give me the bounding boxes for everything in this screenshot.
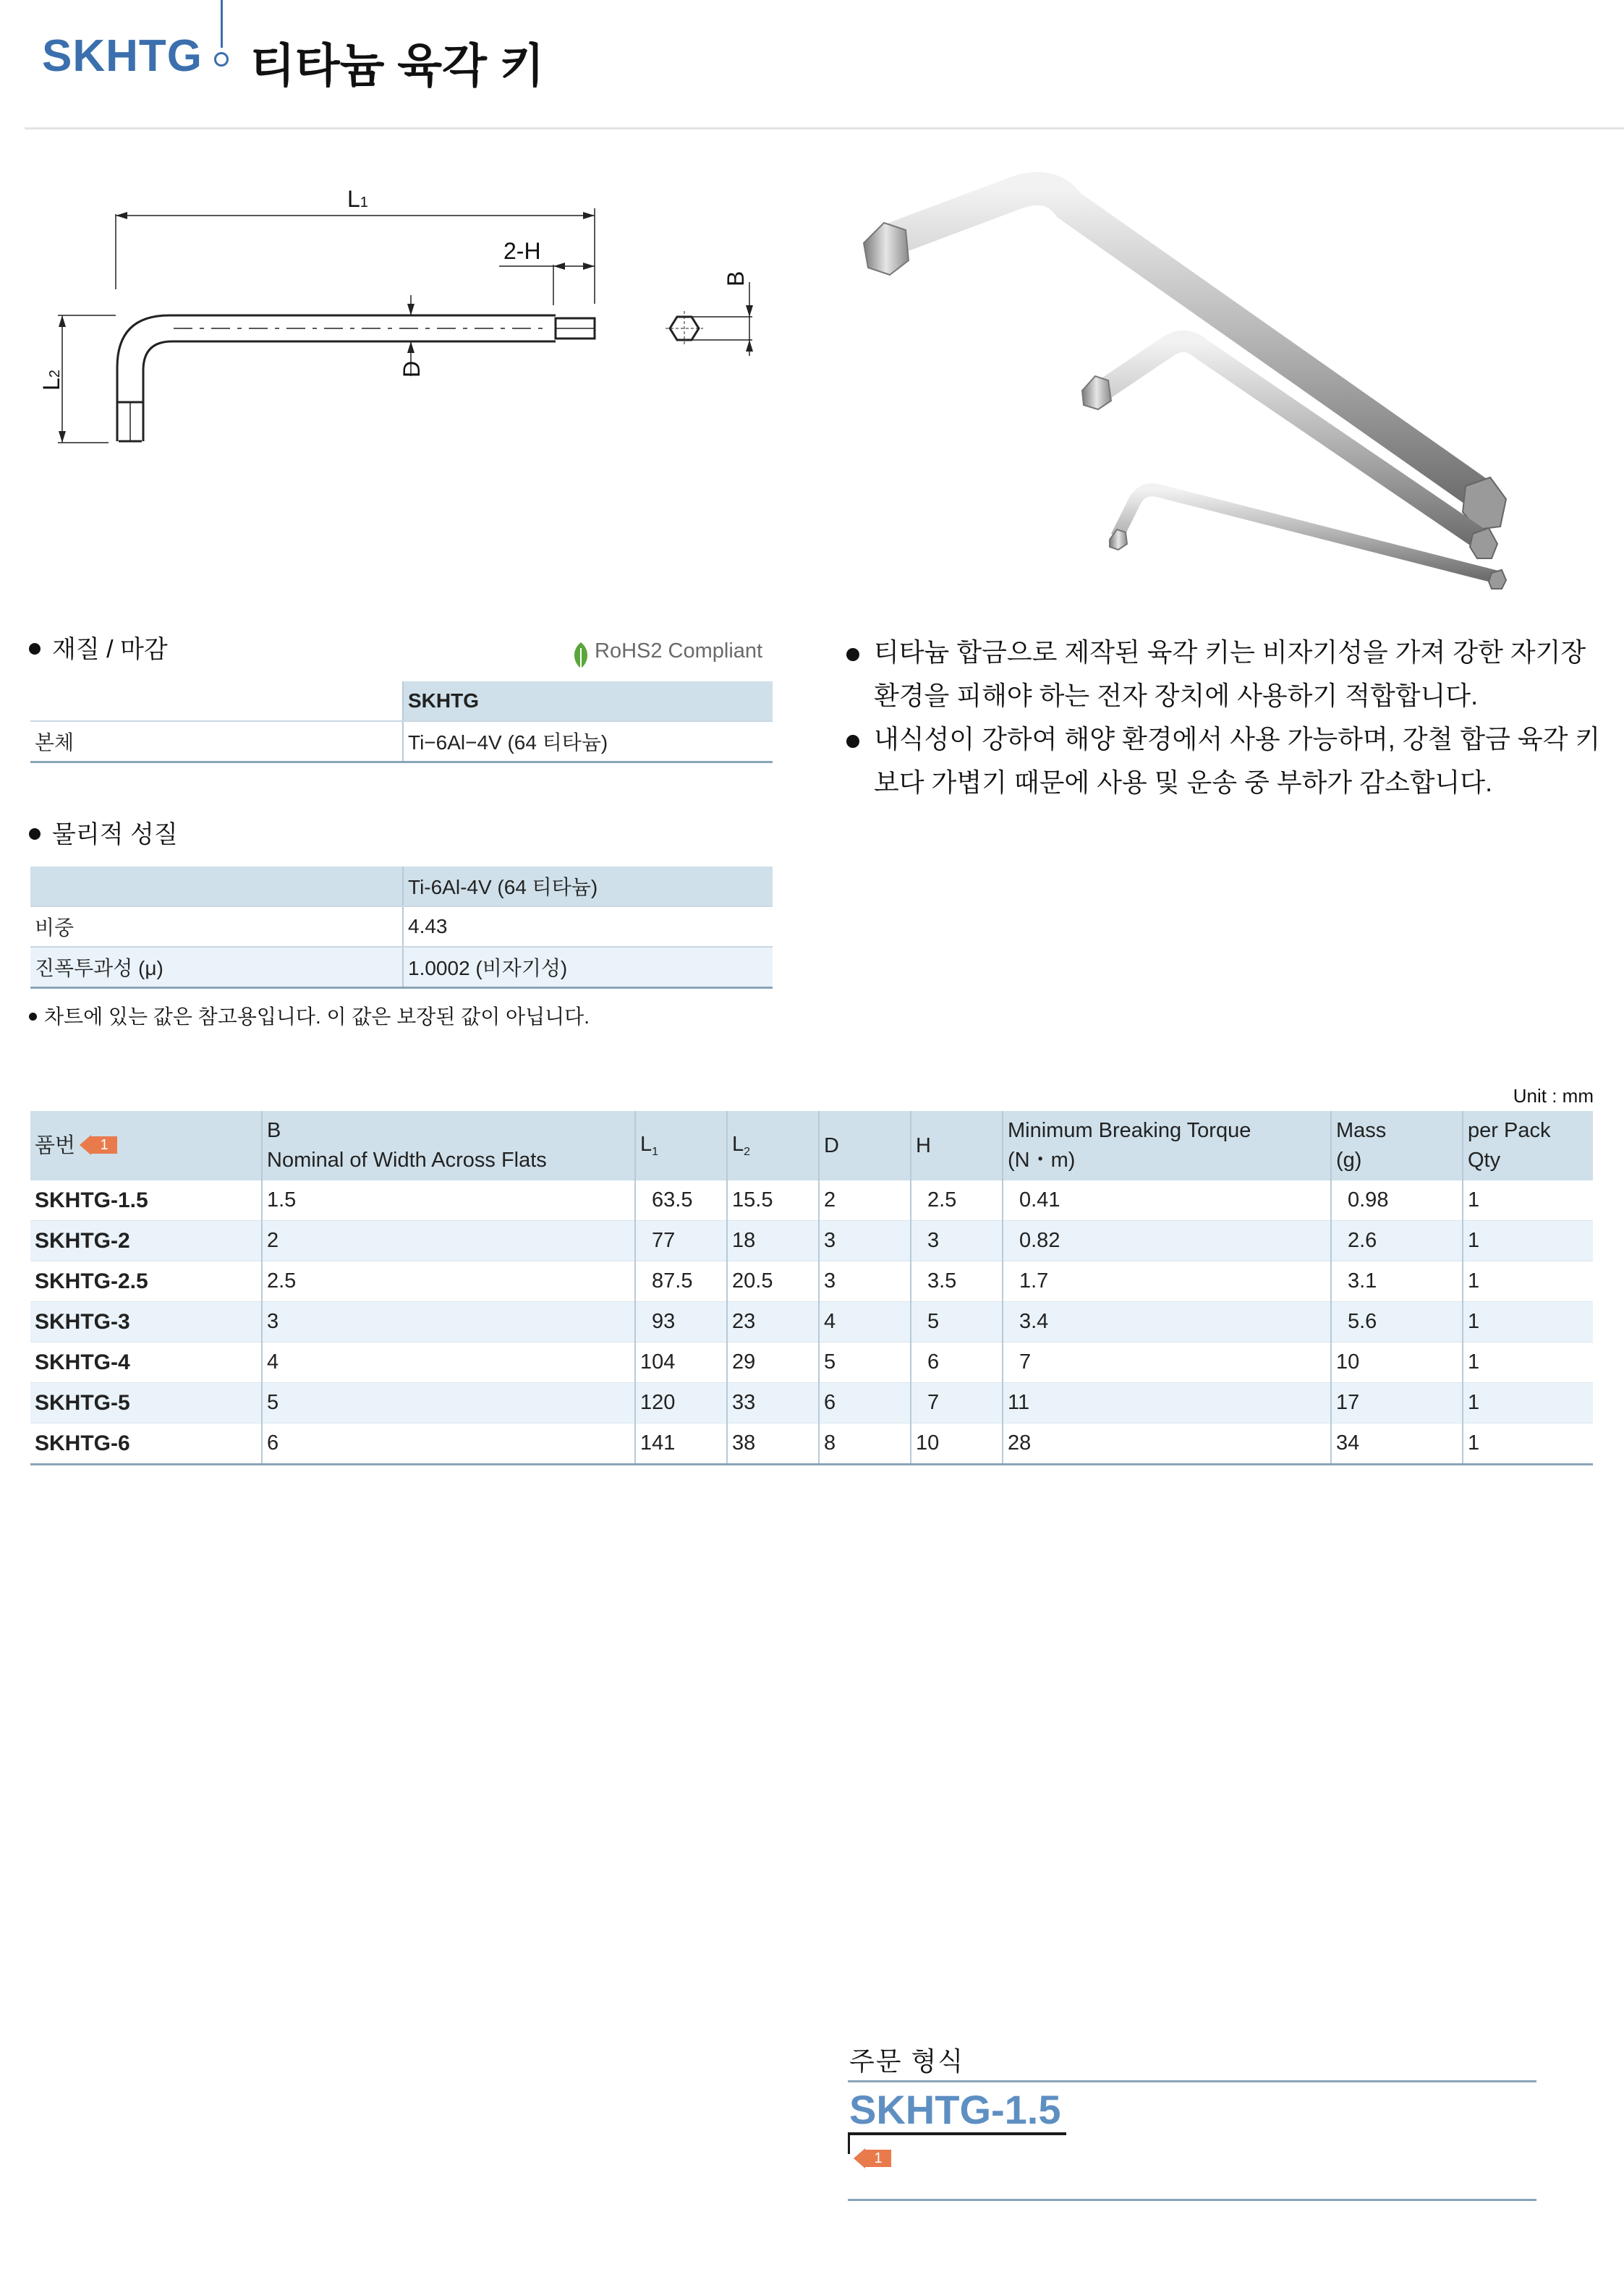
label-b: B <box>723 271 749 286</box>
order-code-tick <box>848 2134 850 2154</box>
cell-part-no: SKHTG-6 <box>30 1423 262 1465</box>
physical-heading: 물리적 성질 <box>29 814 178 850</box>
physical-table <box>30 867 773 989</box>
cell-mass: 10 <box>1331 1342 1463 1383</box>
cell-l1: 93 <box>635 1302 727 1342</box>
col-pack: per Pack Qty <box>1463 1111 1593 1180</box>
col-part-no: 품번 1 <box>30 1111 262 1180</box>
table-header-row <box>30 681 773 721</box>
label-l2: L2 <box>38 370 64 391</box>
header-cell: Ti-6Al-4V (64 티타늄) <box>403 867 773 906</box>
header-dot <box>214 52 229 67</box>
cell-b: 5 <box>262 1383 635 1423</box>
cell-h: 7 <box>911 1383 1003 1423</box>
col-torque: Minimum Breaking Torque (N・m) <box>1003 1111 1331 1180</box>
cell-qty: 1 <box>1463 1383 1593 1423</box>
row-label: 진폭투과성 (μ) <box>30 947 403 988</box>
table-row <box>30 906 773 947</box>
label-2h: 2-H <box>503 238 541 264</box>
cell-d: 3 <box>819 1221 911 1261</box>
cell-h: 3.5 <box>911 1261 1003 1302</box>
cell-d: 3 <box>819 1261 911 1302</box>
product-photo <box>846 159 1584 608</box>
spec-table <box>30 1111 1593 1465</box>
col-l2: $L_2$ <box>727 1111 819 1180</box>
cell-part-no: SKHTG-5 <box>30 1383 262 1423</box>
table-row <box>30 721 773 762</box>
cell-l1: 63.5 <box>635 1180 727 1221</box>
table-row <box>30 1221 1593 1261</box>
cell-l1: 77 <box>635 1221 727 1261</box>
materials-table <box>30 681 773 763</box>
cell-l1: 141 <box>635 1423 727 1465</box>
cell-d: 4 <box>819 1302 911 1342</box>
cell-qty: 1 <box>1463 1342 1593 1383</box>
table-row <box>30 1423 1593 1465</box>
product-code: SKHTG <box>42 31 203 81</box>
col-b: B Nominal of Width Across Flats <box>262 1111 635 1180</box>
cell-torque: 1.7 <box>1003 1261 1331 1302</box>
cell-mass: 2.6 <box>1331 1221 1463 1261</box>
cell-b: 4 <box>262 1342 635 1383</box>
cell-torque: 0.82 <box>1003 1221 1331 1261</box>
order-example-code: SKHTG-1.5 <box>849 2087 1061 2132</box>
cell-l2: 15.5 <box>727 1180 819 1221</box>
cell-part-no: SKHTG-2 <box>30 1221 262 1261</box>
cell-torque: 11 <box>1003 1383 1331 1423</box>
cell-qty: 1 <box>1463 1180 1593 1221</box>
label-l1: L1 <box>347 186 368 212</box>
cell-b: 2.5 <box>262 1261 635 1302</box>
table-row <box>30 1180 1593 1221</box>
dimension-drawing <box>29 174 796 477</box>
cell-d: 2 <box>819 1180 911 1221</box>
leaf-icon <box>571 641 590 673</box>
cell-qty: 1 <box>1463 1302 1593 1342</box>
col-l1: $L_1$ <box>635 1111 727 1180</box>
cell-h: 10 <box>911 1423 1003 1465</box>
cell-mass: 0.98 <box>1331 1180 1463 1221</box>
table-row <box>30 1342 1593 1383</box>
materials-heading: 재질 / 마감 <box>29 629 168 665</box>
flag-marker: 1 <box>80 1135 119 1155</box>
table-header-row <box>30 867 773 906</box>
reference-note: 차트에 있는 값은 참고용입니다. 이 값은 보장된 값이 아닙니다. <box>29 1001 590 1030</box>
description-item: 티타늄 합금으로 제작된 육각 키는 비자기성을 가져 강한 자기장 환경을 피해야 하는 전자 장치에 사용하기 적합합니다. <box>846 631 1613 718</box>
cell-l2: 29 <box>727 1342 819 1383</box>
cell-torque: 3.4 <box>1003 1302 1331 1342</box>
table-row <box>30 1383 1593 1423</box>
row-value: 1.0002 (비자기성) <box>403 947 773 988</box>
cell-l1: 120 <box>635 1383 727 1423</box>
order-bottom-rule <box>848 2199 1536 2201</box>
cell-h: 5 <box>911 1302 1003 1342</box>
cell-l2: 18 <box>727 1221 819 1261</box>
cell-l2: 38 <box>727 1423 819 1465</box>
cell-l2: 33 <box>727 1383 819 1423</box>
row-label: 비중 <box>30 906 403 947</box>
order-flag-marker: 1 <box>854 2150 893 2170</box>
row-value: 4.43 <box>403 906 773 947</box>
cell-mass: 34 <box>1331 1423 1463 1465</box>
header-blank-cell <box>30 867 403 906</box>
cell-torque: 28 <box>1003 1423 1331 1465</box>
cell-qty: 1 <box>1463 1221 1593 1261</box>
product-description <box>846 631 1613 804</box>
cell-d: 6 <box>819 1383 911 1423</box>
cell-qty: 1 <box>1463 1423 1593 1465</box>
cell-d: 8 <box>819 1423 911 1465</box>
cell-b: 3 <box>262 1302 635 1342</box>
header-vertical-line <box>221 0 223 48</box>
order-top-rule <box>848 2080 1536 2082</box>
row-label: 본체 <box>30 721 403 762</box>
header-divider <box>25 127 1624 129</box>
cell-part-no: SKHTG-1.5 <box>30 1180 262 1221</box>
table-header-row <box>30 1111 1593 1180</box>
table-row <box>30 947 773 988</box>
order-format-title: 주문 형식 <box>849 2046 965 2076</box>
header-cell: SKHTG <box>403 681 773 721</box>
description-item: 내식성이 강하여 해양 환경에서 사용 가능하며, 강철 합금 육각 키보다 가볍기 때문에 사용 및 운송 중 부하가 감소합니다. <box>846 718 1613 804</box>
cell-mass: 5.6 <box>1331 1302 1463 1342</box>
cell-part-no: SKHTG-2.5 <box>30 1261 262 1302</box>
label-d: D <box>399 360 425 378</box>
cell-b: 2 <box>262 1221 635 1261</box>
cell-part-no: SKHTG-4 <box>30 1342 262 1383</box>
cell-h: 6 <box>911 1342 1003 1383</box>
cell-torque: 0.41 <box>1003 1180 1331 1221</box>
row-value: Ti−6Al−4V (64 티타늄) <box>403 721 773 762</box>
cell-l2: 23 <box>727 1302 819 1342</box>
page-title: 티타늄 육각 키 <box>250 40 545 92</box>
unit-label: Unit : mm <box>1513 1085 1594 1107</box>
header-blank-cell <box>30 681 403 721</box>
cell-l2: 20.5 <box>727 1261 819 1302</box>
col-mass: Mass (g) <box>1331 1111 1463 1180</box>
cell-mass: 3.1 <box>1331 1261 1463 1302</box>
cell-b: 6 <box>262 1423 635 1465</box>
table-row <box>30 1261 1593 1302</box>
cell-d: 5 <box>819 1342 911 1383</box>
cell-part-no: SKHTG-3 <box>30 1302 262 1342</box>
cell-l1: 104 <box>635 1342 727 1383</box>
cell-torque: 7 <box>1003 1342 1331 1383</box>
cell-h: 3 <box>911 1221 1003 1261</box>
col-d: D <box>819 1111 911 1180</box>
table-row <box>30 1302 1593 1342</box>
order-code-underline <box>848 2132 1066 2135</box>
cell-l1: 87.5 <box>635 1261 727 1302</box>
cell-h: 2.5 <box>911 1180 1003 1221</box>
cell-mass: 17 <box>1331 1383 1463 1423</box>
cell-qty: 1 <box>1463 1261 1593 1302</box>
rohs-label: RoHS2 Compliant <box>595 639 763 663</box>
col-h: H <box>911 1111 1003 1180</box>
cell-b: 1.5 <box>262 1180 635 1221</box>
